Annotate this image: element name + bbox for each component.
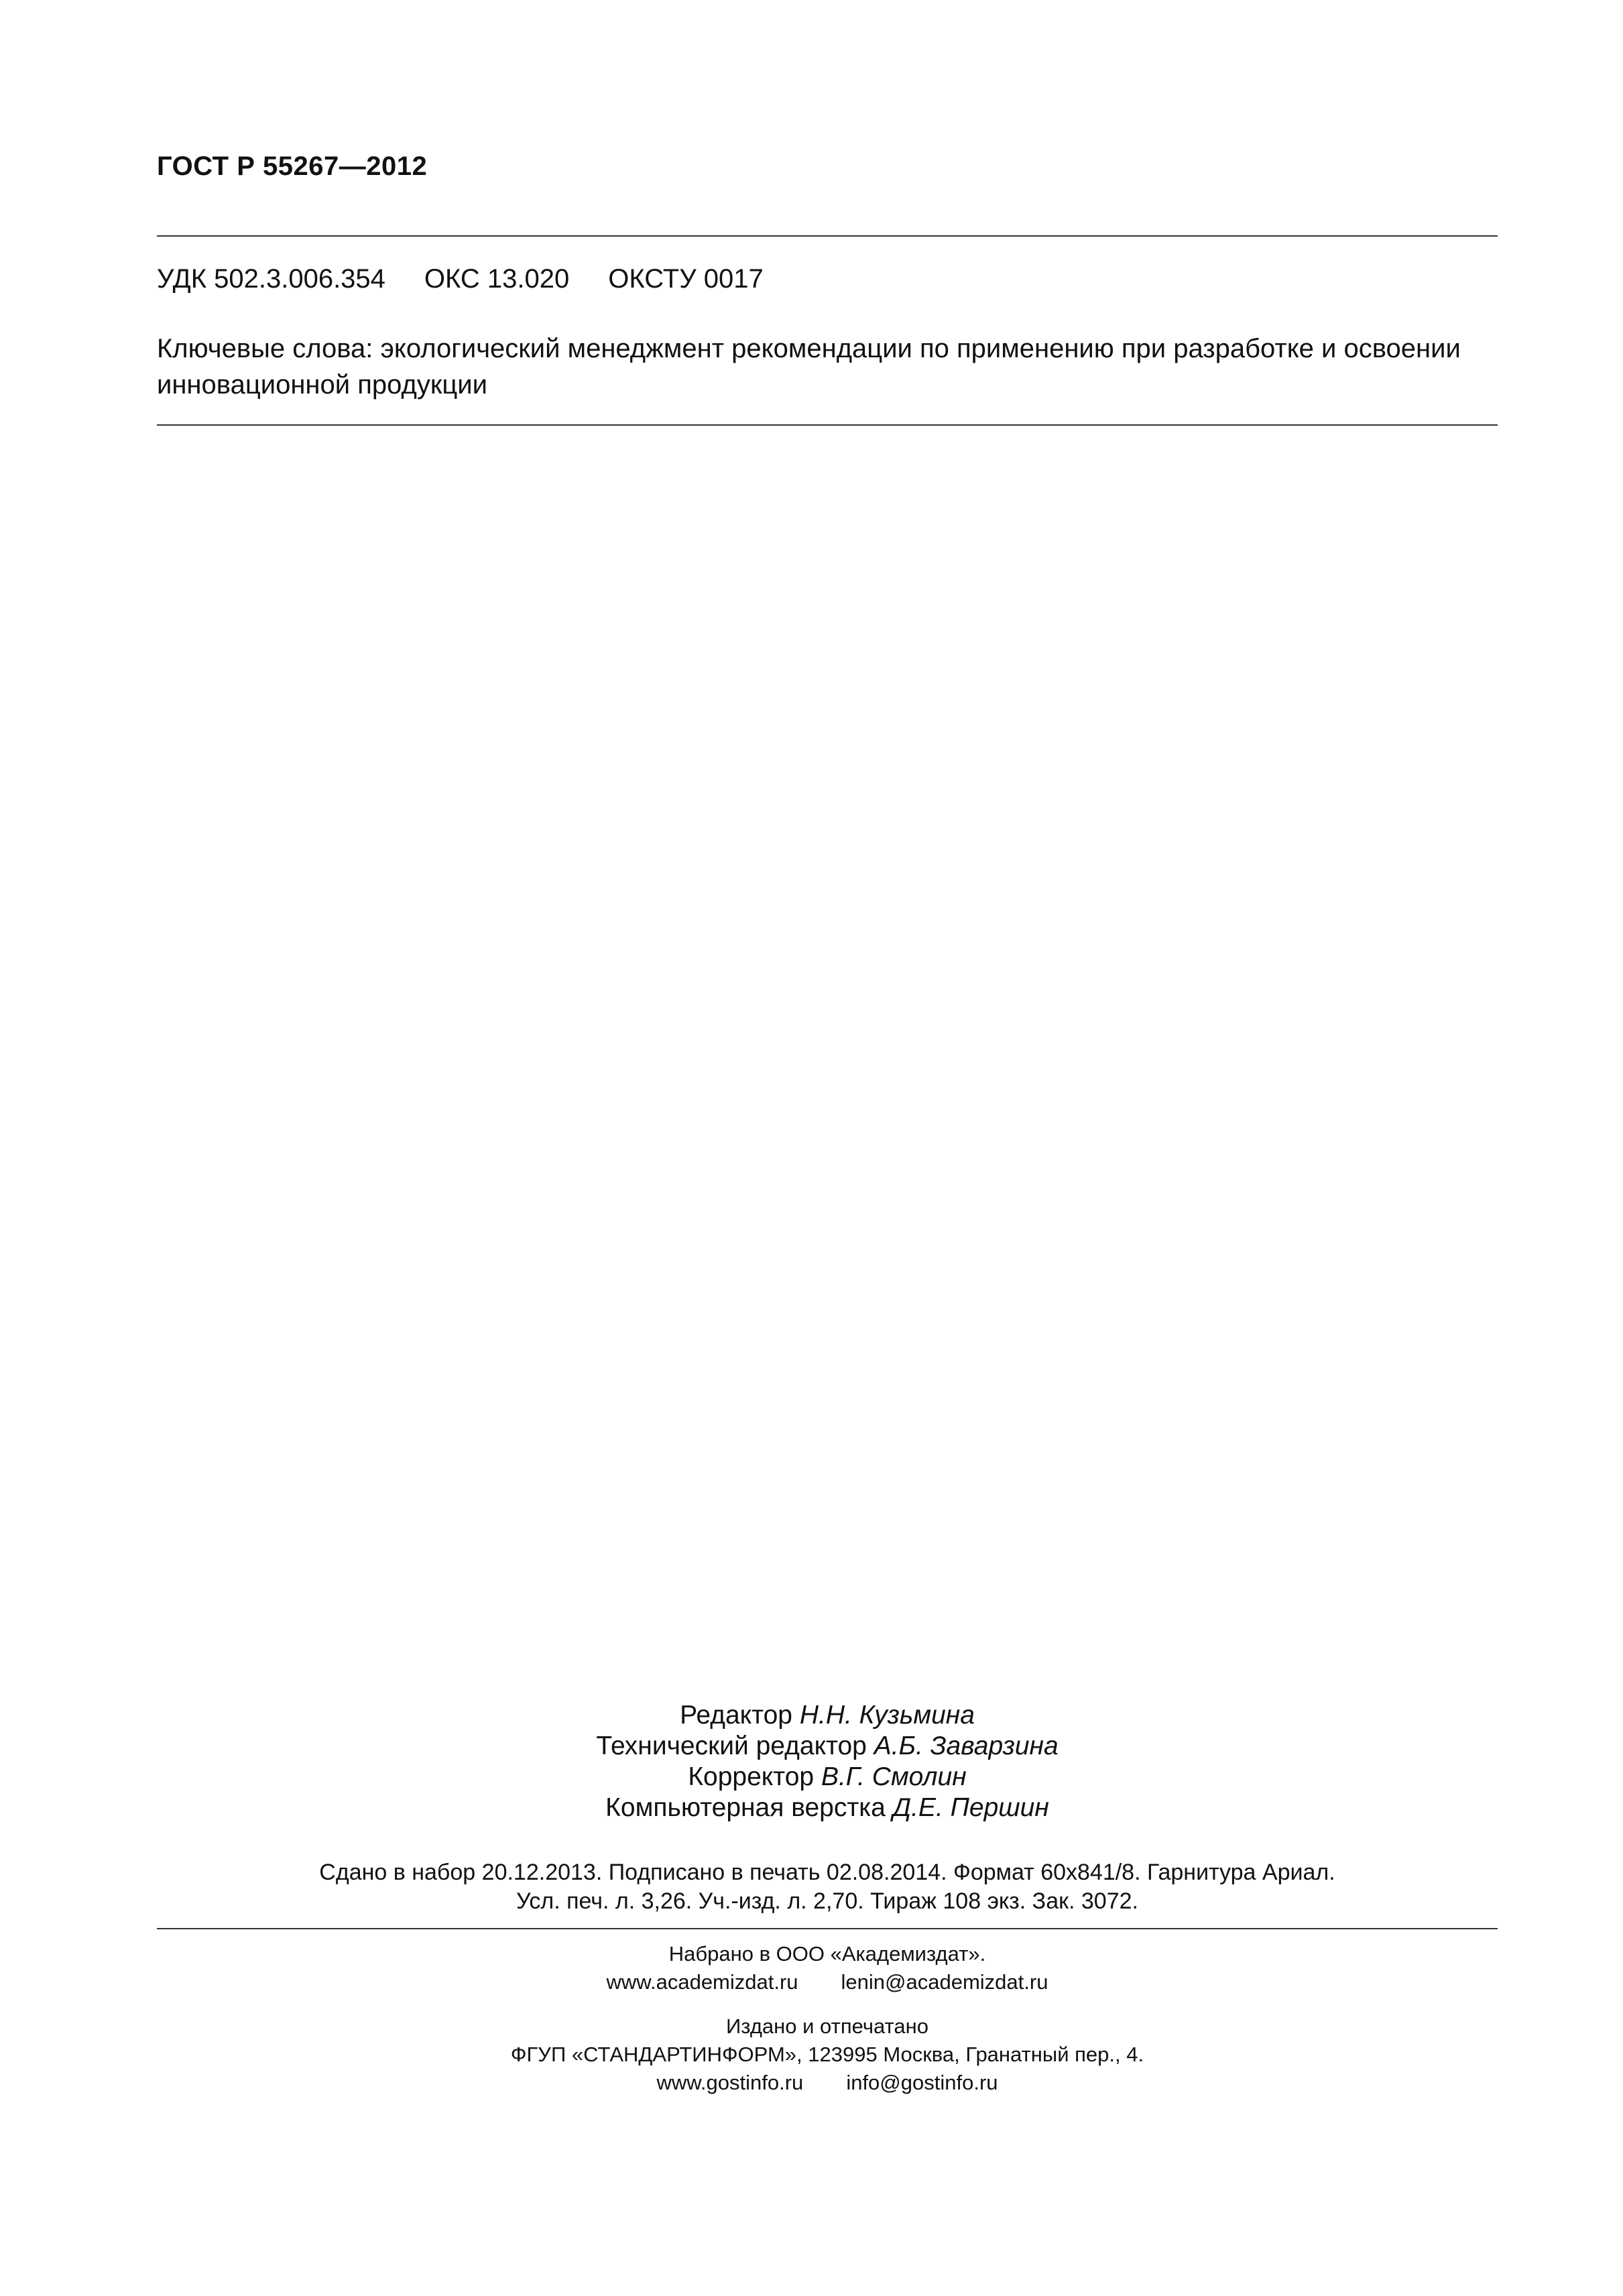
publisher-website-link[interactable]: www.gostinfo.ru [656,2071,804,2094]
credit-name: Н.Н. Кузьмина [799,1701,975,1730]
okstu-code: ОКСТУ 0017 [608,264,764,294]
credits-block [157,1700,1498,1823]
print-info-line-2: Усл. печ. л. 3,26. Уч.-изд. л. 2,70. Тираж 108 экз. Зак. 3072. [516,1888,1138,1914]
publisher-email-link[interactable]: info@gostinfo.ru [846,2071,998,2094]
typeset-info [157,1940,1498,1996]
divider-bottom [157,1928,1498,1929]
typeset-website-link[interactable]: www.academizdat.ru [606,1970,798,1994]
classifier-codes [157,264,764,294]
publisher-line-2: ФГУП «СТАНДАРТИНФОРМ», 123995 Москва, Гранатный пер., 4. [510,2043,1144,2066]
publisher-line-1: Издано и отпечатано [726,2014,928,2038]
credit-name: Д.Е. Першин [892,1793,1049,1822]
typeset-line-1: Набрано в ООО «Академиздат». [668,1942,986,1966]
publisher-info [157,2012,1498,2097]
divider-keywords [157,424,1498,426]
keywords-text: Ключевые слова: экологический менеджмент рекомендации по применению при разработке и освоении инновационной продукции [157,334,1461,400]
print-info [157,1858,1498,1916]
credit-editor [157,1700,1498,1731]
oks-code: ОКС 13.020 [424,264,570,294]
print-info-line-1: Сдано в набор 20.12.2013. Подписано в печать 02.08.2014. Формат 60x841/8. Гарнитура Ариал. [319,1860,1335,1885]
credit-role: Технический редактор [596,1732,867,1760]
udk-code: УДК 502.3.006.354 [157,264,385,294]
divider-top [157,235,1498,237]
credit-role: Редактор [680,1701,792,1730]
credit-technical-editor [157,1731,1498,1762]
standard-code: ГОСТ Р 55267—2012 [157,152,428,181]
credit-role: Компьютерная верстка [605,1793,886,1822]
credit-name: А.Б. Заварзина [874,1732,1059,1760]
credit-name: В.Г. Смолин [821,1762,967,1791]
credit-layout [157,1793,1498,1823]
typeset-email-link[interactable]: lenin@academizdat.ru [841,1970,1048,1994]
credit-role: Корректор [688,1762,815,1791]
credit-proofreader [157,1762,1498,1793]
typeset-contacts [157,1968,1498,1996]
publisher-contacts [157,2069,1498,2097]
